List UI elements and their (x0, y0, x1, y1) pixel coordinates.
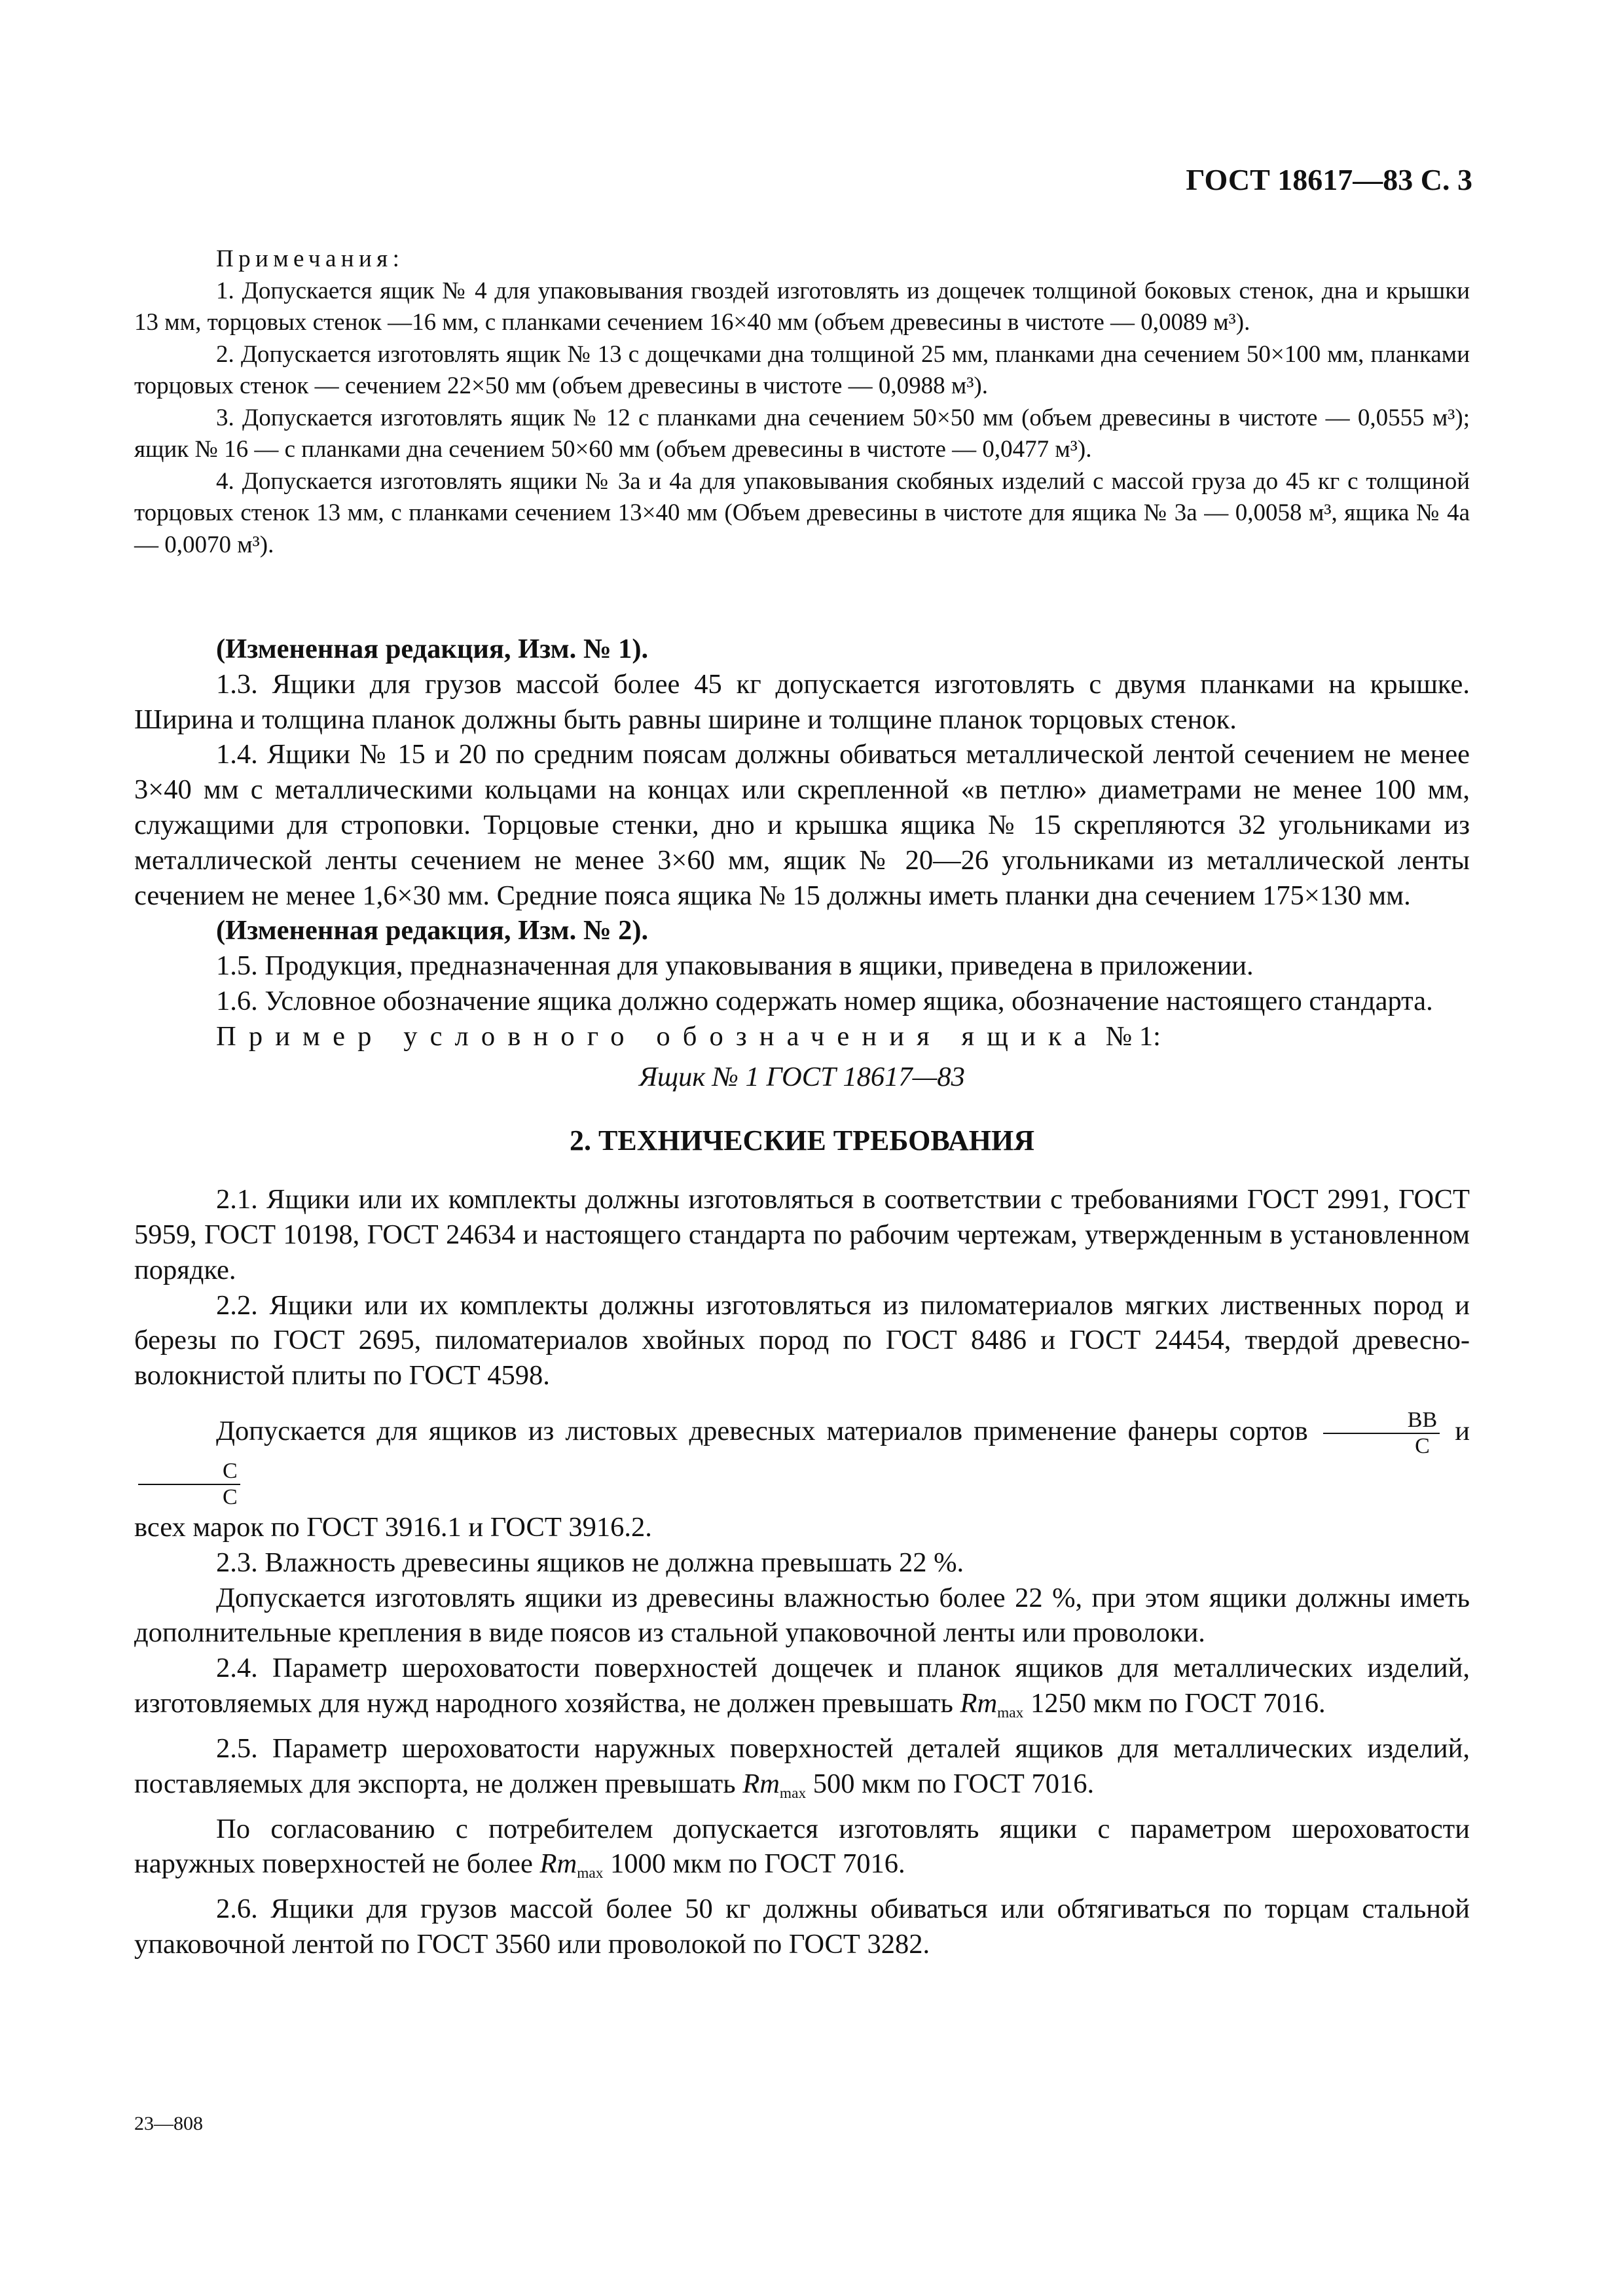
note-item: 3. Допускается изготовлять ящик № 12 с планками дна сечением 50×50 мм (объем древесины в чистоте — 0,0555 м³); ящик № 16 — с планками дна сечением 50×60 мм (объем древесины в чистоте — 0,0477 м³). (134, 404, 1470, 463)
fraction-c-c: $\frac{С}{С}$ (138, 1459, 240, 1510)
note-item: 1. Допускается ящик № 4 для упаковывания гвоздей изготовлять из дощечек толщиной боковых стенок, дна и крышки 13 мм, торцовых стенок —16 мм, с планками сечением 16×40 мм (объем древесины в чистоте — 0,0089 м³). (134, 277, 1470, 336)
example-label: Пример условного обозначения ящика (216, 1020, 1099, 1052)
note-item: 2. Допускается изготовлять ящик № 13 с дощечками дна толщиной 25 мм, планками дна сечением 50×100 мм, планками торцовых стенок — сечением 22×50 мм (объем древесины в чистоте — 0,0988 м³). (134, 340, 1470, 399)
paragraph-2-2-plywood: Допускается для ящиков из листовых древесных материалов применение фанеры сортов $\frac{ВВ}{С}$ и $\frac{С}{С}$ (134, 1408, 1470, 1510)
paragraph-2-3-b: Допускается изготовлять ящики из древесины влажностью более 22 %, при этом ящики должны иметь дополнительные крепления в виде поясов из стальной упаковочной ленты или проволоки. (134, 1582, 1470, 1649)
page-header: ГОСТ 18617—83 С. 3 (1186, 163, 1472, 196)
notes-heading: Примечания: (216, 245, 405, 272)
example-number: № 1: (1105, 1020, 1161, 1052)
paragraph-1-6: 1.6. Условное обозначение ящика должно содержать номер ящика, обозначение настоящего стандарта. (216, 985, 1433, 1016)
paragraph-2-4: 2.4. Параметр шероховатости поверхностей дощечек и планок ящиков для металлических изделий, изготовляемых для нужд народного хозяйства, не должен превышать $Rm_{max}$ 1250 мкм по ГОСТ 7016. (134, 1653, 1470, 1722)
page-footer-code: 23—808 (134, 2113, 203, 2134)
amendment-note: (Измененная редакция, Изм. № 2). (216, 915, 649, 946)
paragraph-2-1: 2.1. Ящики или их комплекты должны изготовляться в соответствии с требованиями ГОСТ 2991, ГОСТ 5959, ГОСТ 10198, ГОСТ 24634 и настоящего стандарта по рабочим чертежам, утвержденным в установленном порядке. (134, 1184, 1470, 1285)
section-title: 2. ТЕХНИЧЕСКИЕ ТРЕБОВАНИЯ (570, 1124, 1034, 1157)
paragraph-2-5-b: По согласованию с потребителем допускается изготовлять ящики с параметром шероховатости наружных поверхностей не более $Rm_{max}$ 1000 мкм по ГОСТ 7016. (134, 1813, 1470, 1882)
paragraph-2-6: 2.6. Ящики для грузов массой более 50 кг должны обиваться или обтягиваться по торцам стальной упаковочной лентой по ГОСТ 3560 или проволокой по ГОСТ 3282. (134, 1893, 1470, 1960)
paragraph-1-5: 1.5. Продукция, предназначенная для упаковывания в ящики, приведена в приложении. (216, 950, 1254, 982)
main-text (134, 632, 1470, 1962)
example-line (134, 1019, 1470, 1054)
paragraph-2-3: 2.3. Влажность древесины ящиков не должна превышать 22 %. (216, 1547, 964, 1578)
paragraph-2-2-tail: всех марок по ГОСТ 3916.1 и ГОСТ 3916.2. (134, 1511, 652, 1543)
paragraph-2-2: 2.2. Ящики или их комплекты должны изготовляться из пиломатериалов мягких лиственных пород и березы по ГОСТ 2695, пиломатериалов хвойных пород по ГОСТ 8486 и ГОСТ 24454, твердой древесно-волокнистой плиты по ГОСТ 4598. (134, 1289, 1470, 1391)
fraction-bb-c: $\frac{ВВ}{С}$ (1323, 1408, 1440, 1459)
example-value: Ящик № 1 ГОСТ 18617—83 (639, 1061, 965, 1092)
paragraph-1-3: 1.3. Ящики для грузов массой более 45 кг допускается изготовлять с двумя планками на крышке. Ширина и толщина планок должны быть равны ширине и толщине планок торцовых стенок. (134, 668, 1470, 735)
paragraph-1-4: 1.4. Ящики № 15 и 20 по средним поясам должны обиваться металлической лентой сечением не менее 3×40 мм с металлическими кольцами на концах или скрепленной «в петлю» диаметрами не менее 100 мм, служащими для строповки. Торцовые стенки, дно и крышка ящика № 15 скрепляются 32 угольниками из металлической ленты сечением не менее 3×60 мм, ящик № 20—26 угольниками из металлической ленты сечением не менее 1,6×30 мм. Средние пояса ящика № 15 должны иметь планки дна сечением 175×130 мм. (134, 739, 1470, 911)
paragraph-2-5: 2.5. Параметр шероховатости наружных поверхностей деталей ящиков для металлических изделий, поставляемых для экспорта, не должен превышать $Rm_{max}$ 500 мкм по ГОСТ 7016. (134, 1732, 1470, 1802)
notes-block (134, 243, 1470, 561)
note-item: 4. Допускается изготовлять ящики № 3а и 4а для упаковывания скобяных изделий с массой груза до 45 кг с толщиной торцовых стенок 13 мм, с планками сечением 13×40 мм (Объем древесины в чистоте для ящика № 3а — 0,0058 м³, ящика № 4а — 0,0070 м³). (134, 467, 1470, 558)
amendment-note: (Измененная редакция, Изм. № 1). (216, 634, 649, 664)
